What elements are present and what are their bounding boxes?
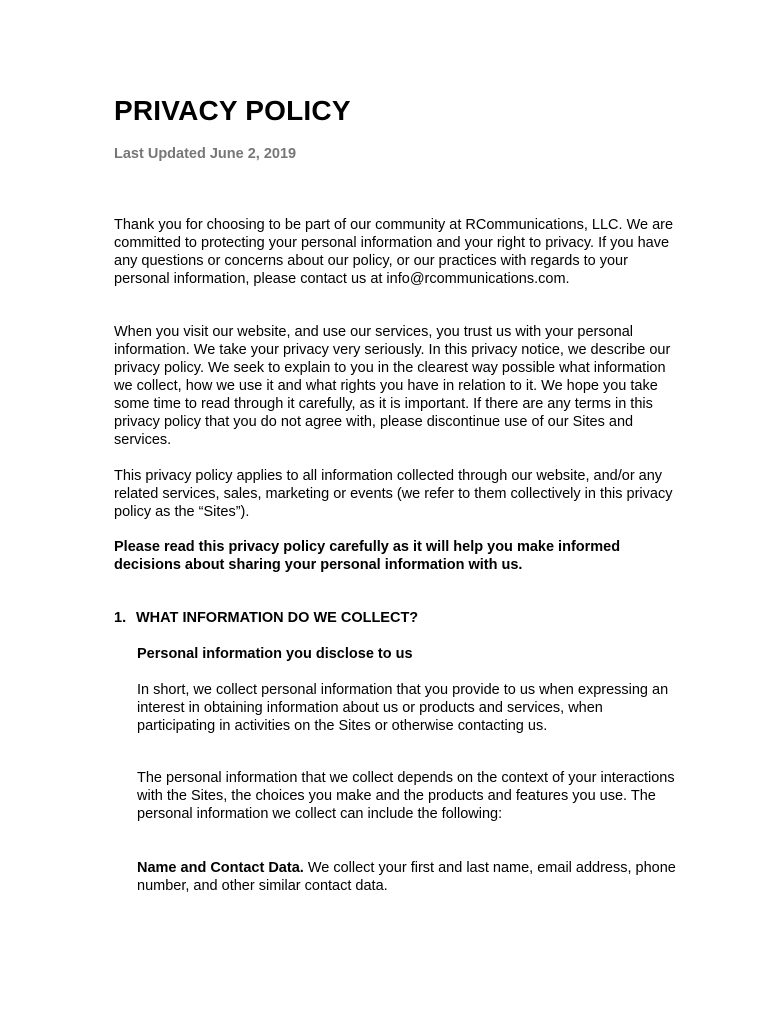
name-contact-paragraph — [137, 859, 677, 895]
section-heading — [114, 609, 418, 627]
name-contact-text: We collect your first and last name, email address, phone number, and other similar contact data. — [137, 860, 676, 894]
read-carefully-notice: Please read this privacy policy carefully as it will help you make informed decisions about sharing your personal information with us. — [114, 539, 621, 573]
section-subheading: Personal information you disclose to us — [137, 646, 413, 662]
section-title: WHAT INFORMATION DO WE COLLECT? — [136, 610, 419, 626]
page-title: PRIVACY POLICY — [114, 95, 351, 126]
section-number: 1. — [114, 610, 127, 626]
scope-paragraph: This privacy policy applies to all information collected through our website, and/or any related services, sales, marketing or events (we refer to them collectively in this privacy policy as the “Sites”). — [114, 468, 673, 520]
context-paragraph: The personal information that we collect depends on the context of your interactions with the Sites, the choices you make and the products and features you use. The personal information we collect can include the following: — [137, 770, 675, 822]
name-contact-label: Name and Contact Data. — [137, 860, 304, 876]
intro-paragraph: Thank you for choosing to be part of our community at RCommunications, LLC. We are committed to protecting your personal information and your right to privacy. If you have any questions or concerns about our policy, or our practices with regards to your personal information, please contact us at info@rcommunications.com. — [114, 217, 674, 287]
trust-paragraph: When you visit our website, and use our services, you trust us with your personal information. We take your privacy very seriously. In this privacy notice, we describe our privacy policy. We seek to explain to you in the clearest way possible what information we collect, how we use it and what rights you have in relation to it. We hope you take some time to read through it carefully, as it is important. If there are any terms in this privacy policy that you do not agree with, please discontinue use of our Sites and services. — [114, 324, 671, 448]
in-short-paragraph: In short, we collect personal information that you provide to us when expressing an interest in obtaining information about us or products and services, when participating in activities on the Sites or otherwise contacting us. — [137, 682, 669, 734]
last-updated-date: Last Updated June 2, 2019 — [114, 146, 297, 162]
